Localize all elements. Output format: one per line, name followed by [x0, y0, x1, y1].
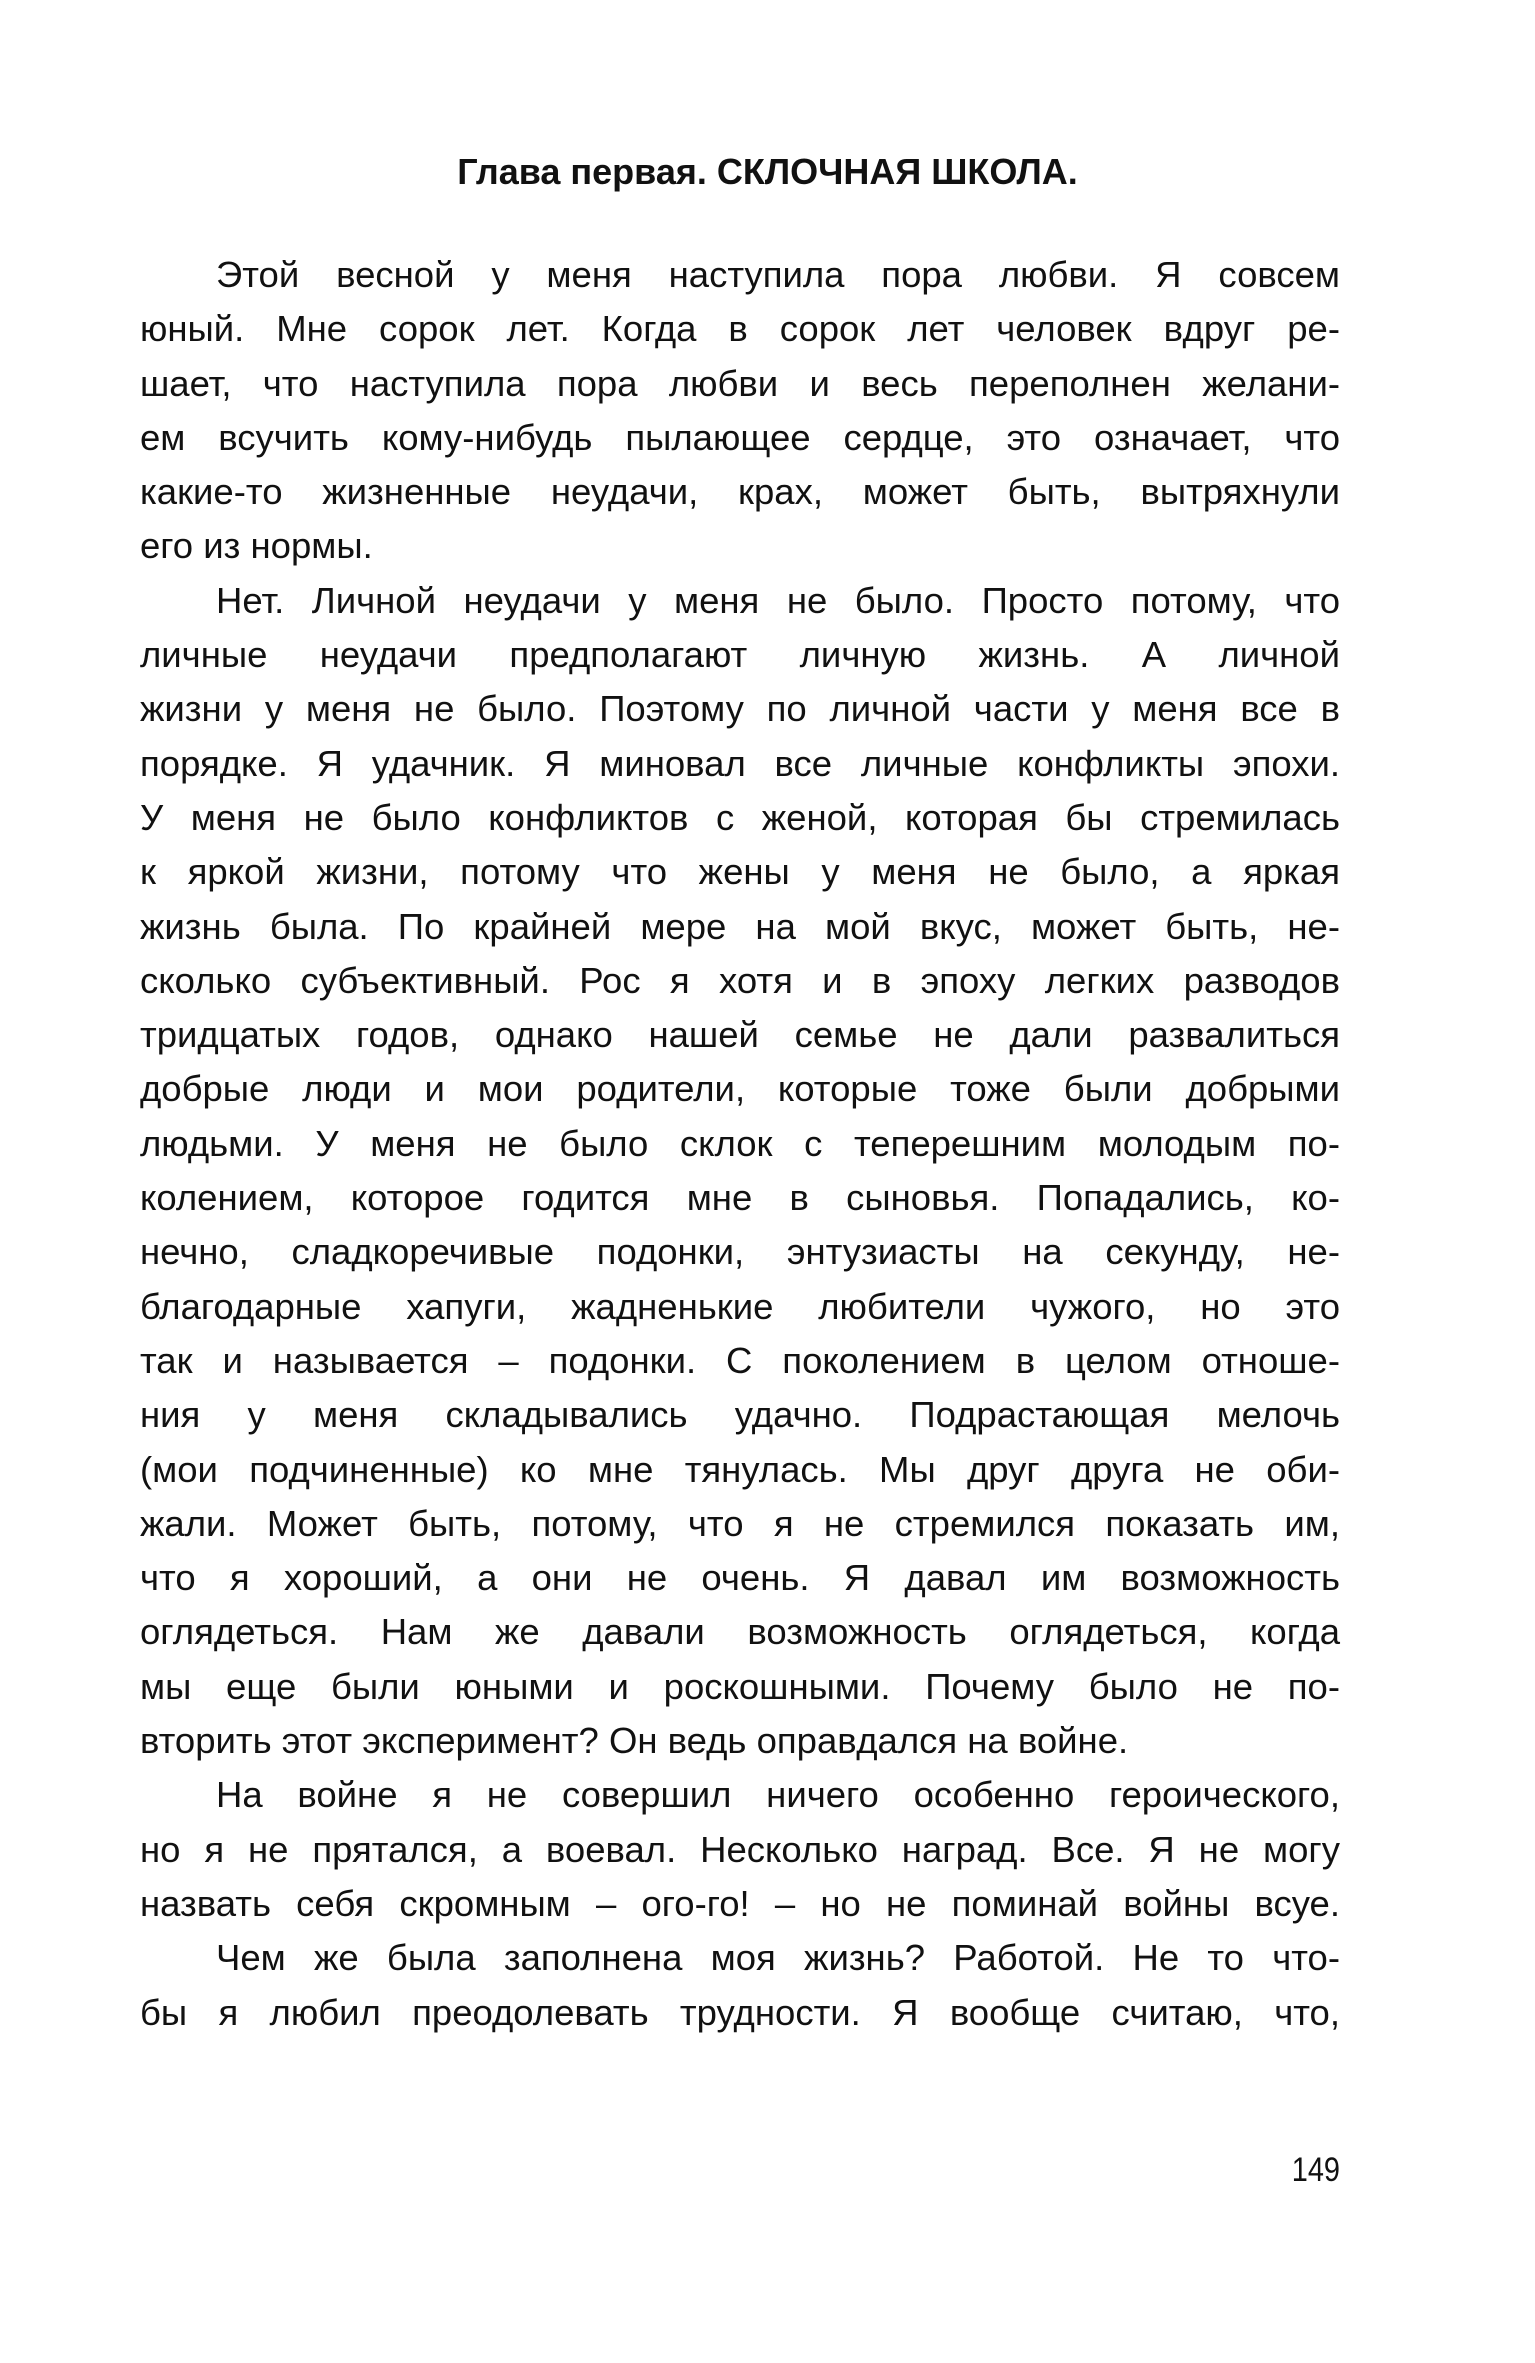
text-line: вторить этот эксперимент? Он ведь оправдался на войне.	[140, 1720, 1129, 1762]
text-line: нечно, сладкоречивые подонки, энтузиасты на секунду, не-	[140, 1231, 1340, 1273]
text-line: (мои подчиненные) ко мне тянулась. Мы друг друга не оби-	[140, 1448, 1340, 1490]
text-line: но я не прятался, а воевал. Несколько наград. Все. Я не могу	[140, 1828, 1340, 1870]
text-line: Этой весной у меня наступила пора любви. Я совсем	[216, 254, 1340, 295]
text-line: бы я любил преодолевать трудности. Я вообще считаю, что,	[140, 1991, 1340, 2033]
text-line: какие-то жизненные неудачи, крах, может быть, вытряхнули	[140, 471, 1340, 513]
text-line: оглядеться. Нам же давали возможность оглядеться, когда	[140, 1611, 1340, 1653]
text-line: назвать себя скромным – ого-го! – но не поминай войны всуе.	[140, 1882, 1340, 1924]
text-line: благодарные хапуги, жадненькие любители чужого, но это	[140, 1285, 1340, 1327]
text-line: к яркой жизни, потому что жены у меня не было, а яркая	[140, 851, 1340, 893]
text-line: так и называется – подонки. С поколением в целом отноше-	[140, 1339, 1340, 1381]
text-line: что я хороший, а они не очень. Я давал им возможность	[140, 1557, 1340, 1599]
text-line: ем всучить кому-нибудь пылающее сердце, это означает, что	[140, 416, 1340, 458]
text-line: его из нормы.	[140, 525, 373, 567]
page-number: 149	[1291, 2151, 1340, 2189]
text-line: ния у меня складывались удачно. Подрастающая мелочь	[140, 1394, 1340, 1436]
text-line: сколько субъективный. Рос я хотя и в эпоху легких разводов	[140, 959, 1340, 1001]
text-line: юный. Мне сорок лет. Когда в сорок лет человек вдруг ре-	[140, 308, 1340, 350]
text-line: мы еще были юными и роскошными. Почему было не по-	[140, 1665, 1340, 1707]
text-line: шает, что наступила пора любви и весь переполнен желани-	[140, 362, 1340, 404]
text-line: На войне я не совершил ничего особенно героического,	[216, 1774, 1340, 1816]
body-text	[140, 248, 1340, 2040]
text-line: добрые люди и мои родители, которые тоже были добрыми	[140, 1068, 1340, 1110]
chapter-title: Глава первая. СКЛОЧНАЯ ШКОЛА.	[457, 151, 1078, 192]
text-line: личные неудачи предполагают личную жизнь. А личной	[140, 634, 1340, 676]
text-line: людьми. У меня не было склок с теперешним молодым по-	[140, 1122, 1340, 1164]
text-line: тридцатых годов, однако нашей семье не дали развалиться	[140, 1014, 1340, 1056]
text-line: Чем же была заполнена моя жизнь? Работой. Не то что-	[216, 1937, 1340, 1979]
text-line: Нет. Личной неудачи у меня не было. Просто потому, что	[216, 579, 1340, 621]
text-line: жизнь была. По крайней мере на мой вкус, может быть, не-	[140, 905, 1340, 947]
text-line: жизни у меня не было. Поэтому по личной части у меня все в	[140, 688, 1340, 730]
text-line: У меня не было конфликтов с женой, которая бы стремилась	[140, 796, 1340, 838]
text-line: порядке. Я удачник. Я миновал все личные конфликты эпохи.	[140, 742, 1340, 784]
text-line: колением, которое годится мне в сыновья. Попадались, ко-	[140, 1177, 1340, 1219]
text-line: жали. Может быть, потому, что я не стремился показать им,	[140, 1502, 1340, 1544]
